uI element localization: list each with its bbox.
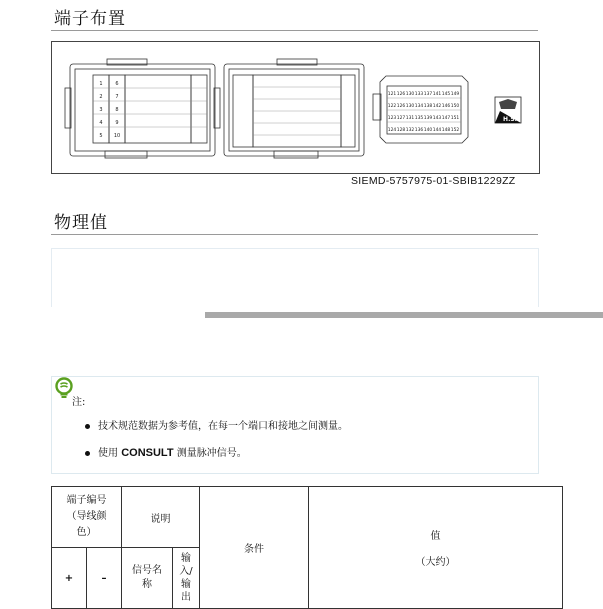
connector-figure [51,41,540,174]
pin-label: 136 [414,128,424,133]
section-title-terminal-layout: 端子布置 [54,9,126,29]
signal-name-label: 信号名称 [132,565,162,590]
header-minus: – [87,548,122,609]
pin-label: 142 [432,104,442,109]
note-label: 注: [72,397,86,408]
pin-label: 124 [387,128,397,133]
pin-label: 138 [423,104,433,109]
note-bullet-2 [85,444,247,459]
pin-label: 146 [441,104,451,109]
pin-label: 127 [396,116,406,121]
io-label: 输入/输出 [179,553,193,603]
bullet-dot [85,451,90,456]
pin-label: 7 [115,94,119,100]
pin-label: 130 [405,104,415,109]
pin-label: 4 [99,120,103,126]
pin-label: 151 [450,116,460,121]
value-label: 值 [430,531,441,542]
approx-label: （大约） [415,557,456,568]
connector-diagram [52,42,539,173]
consult-label: CONSULT [121,447,174,459]
pin-label: 152 [450,128,460,133]
pin-label: 10 [113,133,121,139]
pin-label: 5 [99,133,103,139]
header-signal-name [122,548,173,609]
connector-2-shell [224,64,364,156]
pin-label: 3 [99,107,103,113]
note-bullet-1 [85,417,348,432]
connector-1-inner [75,69,210,151]
terminal-table [51,486,563,609]
pin-label: 128 [396,128,406,133]
wire-color-label: （导线颜色） [66,511,107,538]
lightbulb-note-icon [54,377,74,401]
pin-label: 6 [115,81,119,87]
bullet-dot [85,424,90,429]
pin-label: 137 [423,92,433,97]
pin-label: 143 [432,116,442,121]
pin-label: 132 [405,128,415,133]
section-title-physical-values: 物理值 [54,213,108,233]
note-bullet-2-text: 使用 [98,448,122,459]
pin-label: 131 [405,116,415,121]
header-terminal-no [52,487,122,548]
pin-label: 140 [423,128,433,133]
pin-label: 9 [115,120,119,126]
header-description: 说明 [122,487,200,548]
connector-1-shell [70,64,215,156]
header-condition: 条件 [200,487,309,609]
terminal-no-label: 端子编号 [66,495,107,506]
separator-bar [205,312,603,318]
pin-label: 133 [414,92,424,97]
pin-label: 145 [441,92,451,97]
pin-label: 126 [396,92,406,97]
pin-label: 139 [423,116,433,121]
figure-caption: SIEMD-5757975-01-SBIB1229ZZ [351,175,516,187]
pin-label: 2 [99,94,103,100]
header-value [309,487,563,609]
pin-label: 134 [414,104,424,109]
content-frame [51,248,539,307]
pin-label: 150 [450,104,460,109]
pin-label: 130 [405,92,415,97]
pin-label: 135 [414,116,424,121]
header-plus: + [52,548,87,609]
pin-label: 149 [450,92,460,97]
header-io [173,548,200,609]
pin-label: 123 [387,116,397,121]
section-divider [51,30,538,31]
pin-label: 8 [115,107,119,113]
pin-label: 141 [432,92,442,97]
pin-label: 144 [432,128,442,133]
pin-label: 147 [441,116,451,121]
hs-label: H.S. [503,116,517,123]
harness-side-icon [495,97,521,123]
note-bullet-1-text: 技术规范数据为参考值，在每一个端口和接地之间测量。 [98,421,348,432]
note-bullet-2-text: 测量脉冲信号。 [173,448,247,459]
pin-label: 126 [396,104,406,109]
pin-label: 1 [99,81,103,87]
note-box [51,376,539,474]
section-divider [51,234,538,235]
pin-label: 122 [387,104,397,109]
pin-label: 121 [387,92,397,97]
pin-label: 148 [441,128,451,133]
